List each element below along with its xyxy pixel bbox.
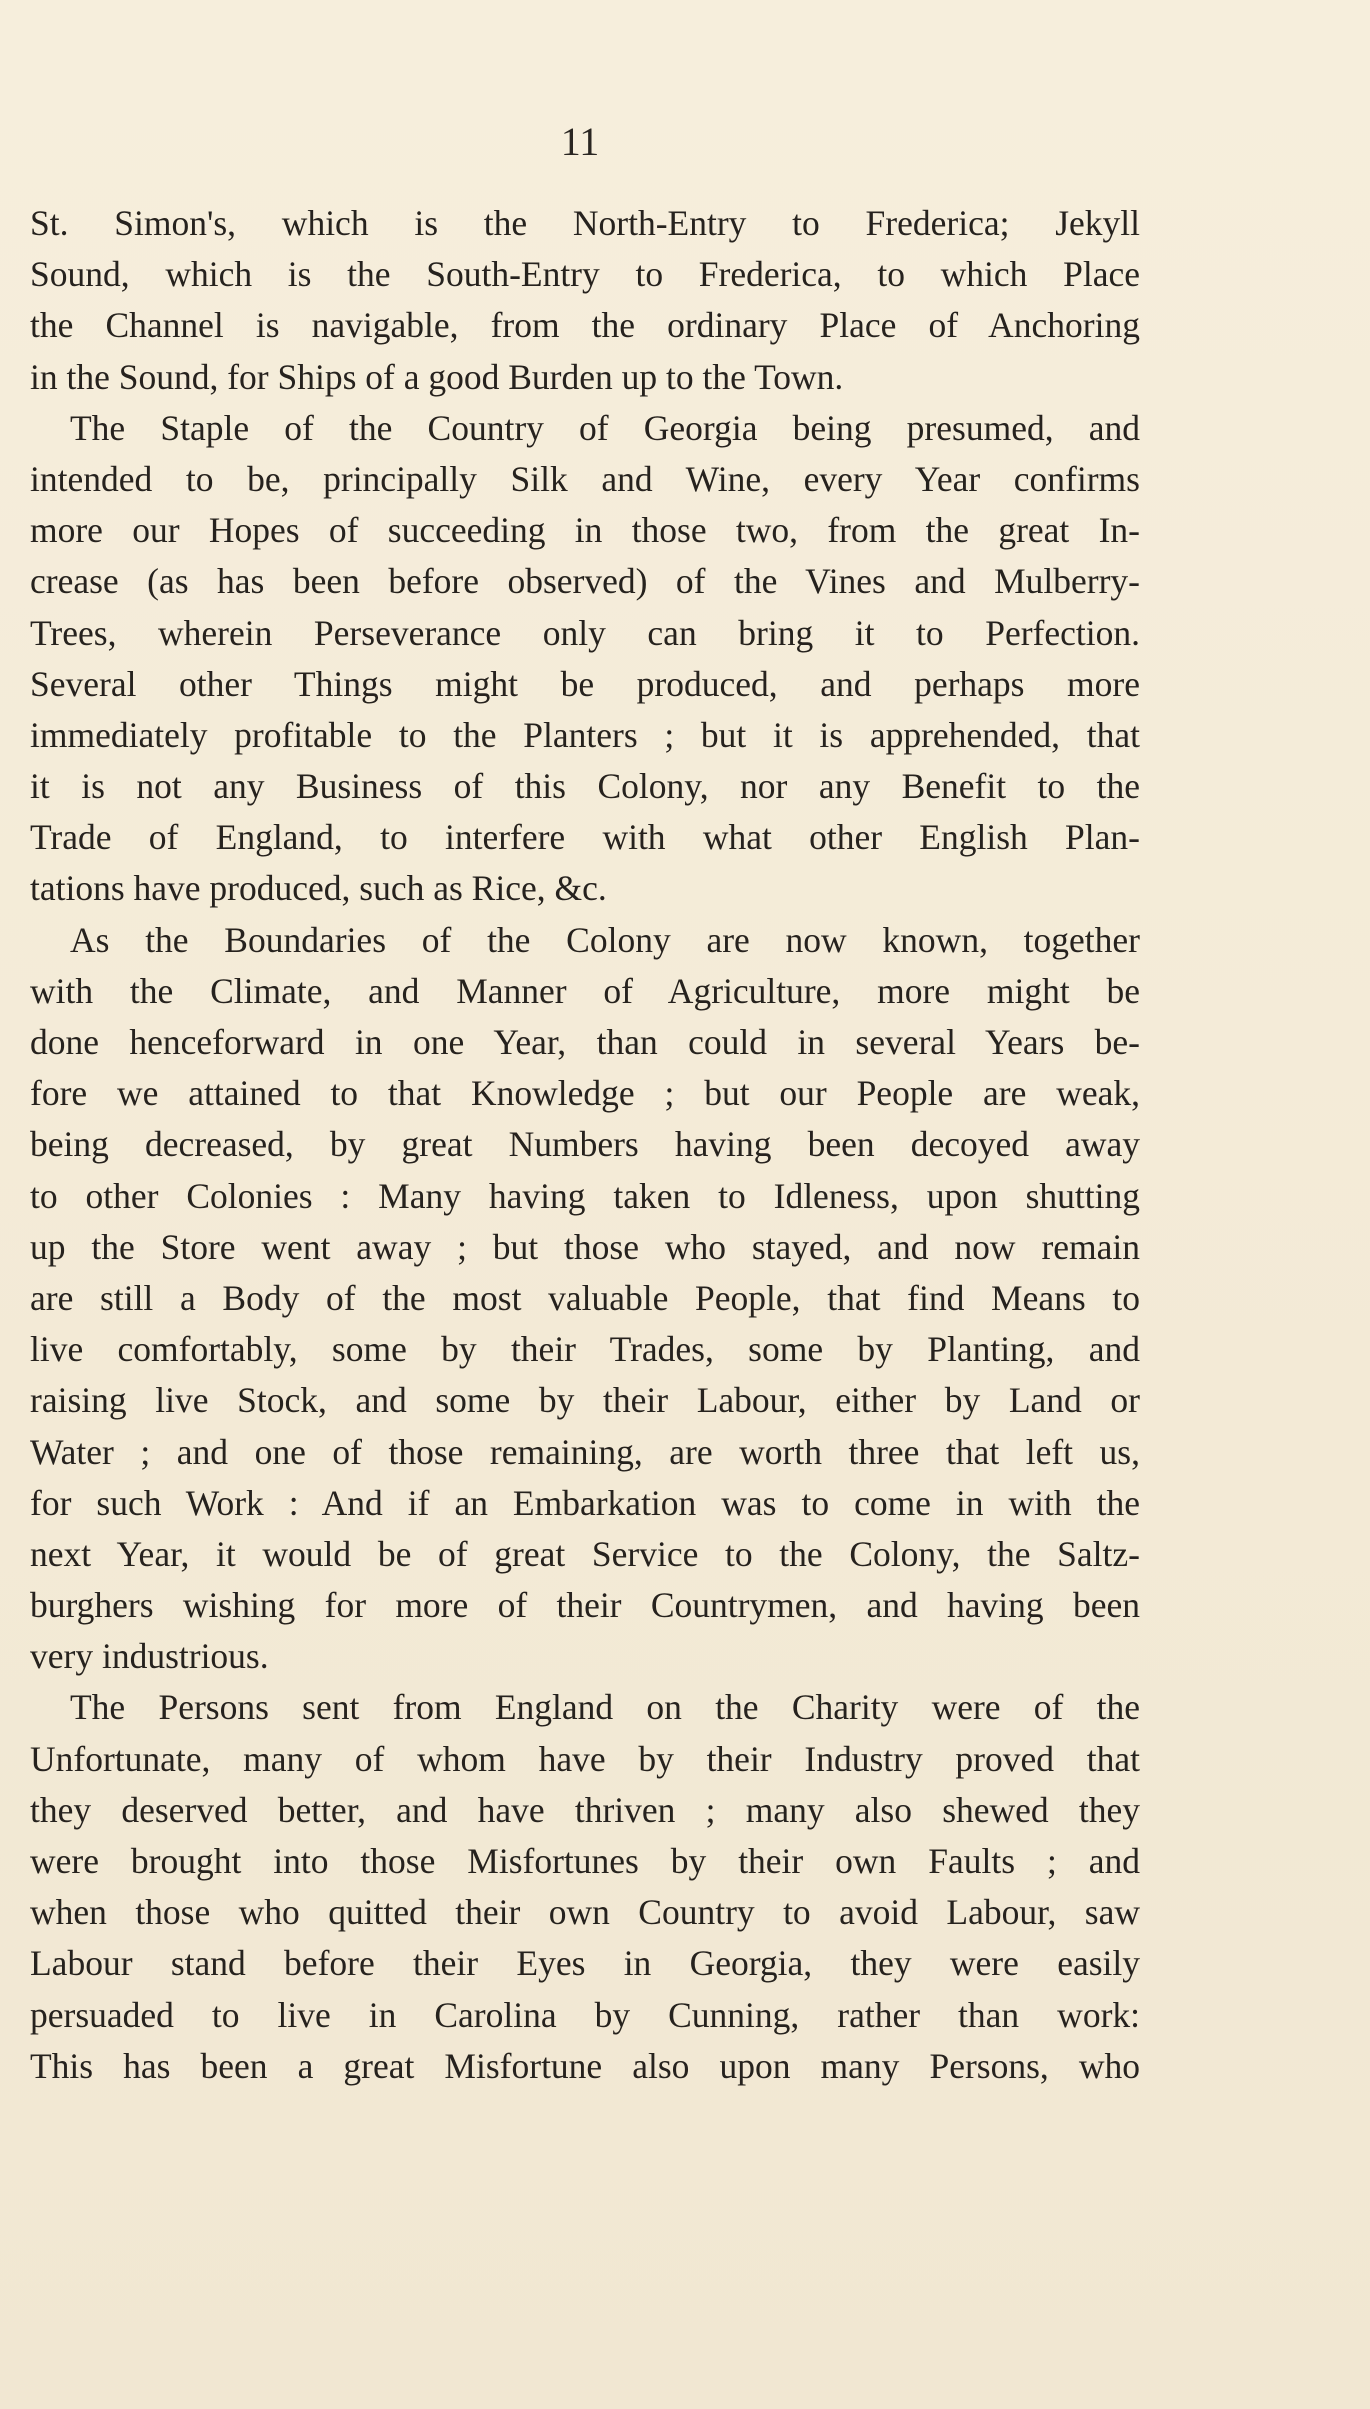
text-line: live comfortably, some by their Trades, some by Planting, and xyxy=(30,1329,1140,1370)
text-line: very industrious. xyxy=(30,1636,269,1677)
text-line: being decreased, by great Numbers having been decoyed away xyxy=(30,1124,1140,1165)
text-line: This has been a great Misfortune also upon many Persons, who xyxy=(30,2045,1140,2086)
text-line: were brought into those Misfortunes by their own Faults ; and xyxy=(30,1841,1140,1881)
text-line: St. Simon's, which is the North-Entry to Frederica; Jekyll xyxy=(30,203,1140,243)
text-line: next Year, it would be of great Service to the Colony, the Saltz- xyxy=(30,1533,1140,1574)
text-line: crease (as has been before observed) of the Vines and Mulberry- xyxy=(30,561,1140,602)
text-line: Trade of England, to interfere with what other English Plan- xyxy=(30,817,1140,858)
text-line: intended to be, principally Silk and Wine, every Year confirms xyxy=(30,458,1140,499)
text-line: burghers wishing for more of their Countrymen, and having been xyxy=(30,1585,1140,1626)
text-line: Unfortunate, many of whom have by their Industry proved that xyxy=(30,1738,1140,1779)
text-line: are still a Body of the most valuable People, that find Means to xyxy=(30,1277,1140,1318)
text-line: Water ; and one of those remaining, are worth three that left us, xyxy=(30,1431,1140,1472)
text-line: the Channel is navigable, from the ordinary Place of Anchoring xyxy=(30,305,1140,346)
text-line: to other Colonies : Many having taken to Idleness, upon shutting xyxy=(30,1175,1140,1216)
text-line: fore we attained to that Knowledge ; but our People are weak, xyxy=(30,1073,1140,1114)
text-line: Labour stand before their Eyes in Georgia, they were easily xyxy=(30,1943,1140,1984)
text-line: raising live Stock, and some by their Labour, either by Land or xyxy=(30,1380,1140,1421)
paragraph-start-line: As the Boundaries of the Colony are now known, together xyxy=(70,919,1140,960)
text-line: persuaded to live in Carolina by Cunning, rather than work: xyxy=(30,1994,1140,2035)
page-number: 11 xyxy=(560,119,600,164)
text-line: done henceforward in one Year, than could in several Years be- xyxy=(30,1022,1140,1062)
text-line: Sound, which is the South-Entry to Frederica, to which Place xyxy=(30,254,1140,295)
text-line: immediately profitable to the Planters ; but it is apprehended, that xyxy=(30,714,1140,755)
text-line: Trees, wherein Perseverance only can bring it to Perfection. xyxy=(30,612,1140,653)
text-line: up the Store went away ; but those who stayed, and now remain xyxy=(30,1226,1140,1267)
body-text xyxy=(30,198,1140,2092)
paragraph-start-line: The Staple of the Country of Georgia being presumed, and xyxy=(70,407,1140,448)
text-line: when those who quitted their own Country to avoid Labour, saw xyxy=(30,1892,1140,1933)
text-line: it is not any Business of this Colony, nor any Benefit to the xyxy=(30,766,1140,807)
text-line: in the Sound, for Ships of a good Burden up to the Town. xyxy=(30,356,844,397)
text-line: with the Climate, and Manner of Agriculture, more might be xyxy=(30,970,1140,1011)
text-line: Several other Things might be produced, and perhaps more xyxy=(30,663,1140,704)
text-line: more our Hopes of succeeding in those two, from the great In- xyxy=(30,510,1140,551)
text-line: tations have produced, such as Rice, &c. xyxy=(30,868,607,909)
text-line: for such Work : And if an Embarkation was to come in with the xyxy=(30,1482,1140,1523)
paragraph-start-line: The Persons sent from England on the Charity were of the xyxy=(70,1687,1140,1728)
text-line: they deserved better, and have thriven ; many also shewed they xyxy=(30,1789,1140,1830)
